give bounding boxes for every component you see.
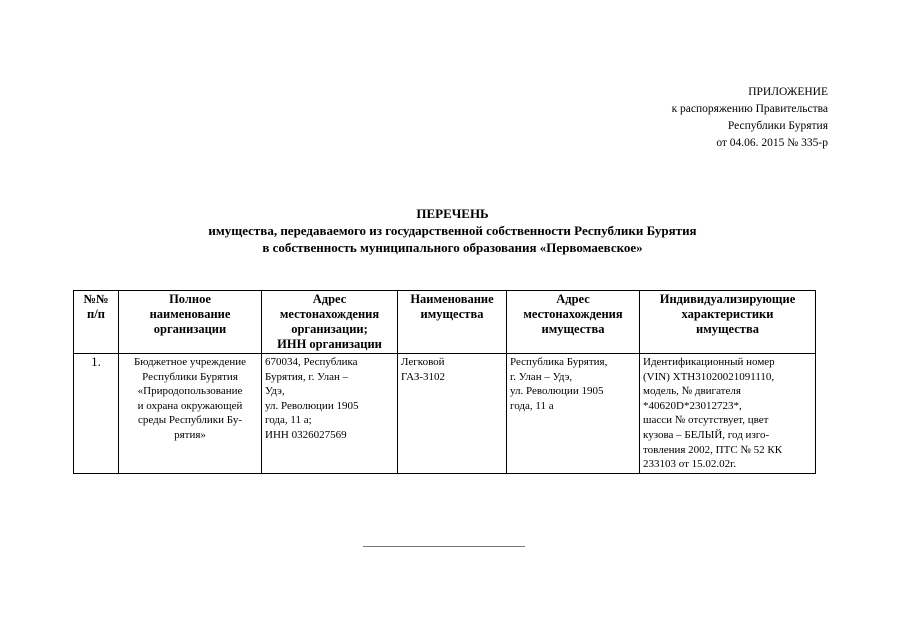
row-org-name: Бюджетное учреждение Республики Бурятия «Природопользование и охрана окружающей среды Республики Бу- рятия» bbox=[119, 354, 262, 474]
heading-title: ПЕРЕЧЕНЬ bbox=[416, 206, 489, 221]
appendix-line-2: Республики Бурятия bbox=[727, 120, 828, 132]
heading-line-1: имущества, передаваемого из государственной собственности Республики Бурятия bbox=[208, 223, 697, 238]
table-header-row bbox=[74, 291, 816, 354]
heading-line-2: в собственность муниципального образования «Первомаевское» bbox=[262, 240, 643, 255]
row-property-name: Легковой ГАЗ-3102 bbox=[398, 354, 507, 474]
row-org-address: 670034, Республика Бурятия, г. Улан – Удэ, ул. Революции 1905 года, 11 а; ИНН 0326027569 bbox=[262, 354, 398, 474]
header-org-name: Полное наименование организации bbox=[119, 291, 262, 354]
table-row bbox=[74, 354, 816, 474]
row-property-address: Республика Бурятия, г. Улан – Удэ, ул. Революции 1905 года, 11 а bbox=[507, 354, 640, 474]
property-table bbox=[73, 290, 816, 474]
header-org-address: Адрес местонахождения организации; ИНН организации bbox=[262, 291, 398, 354]
appendix-block bbox=[672, 84, 828, 152]
row-number: 1. bbox=[74, 354, 119, 474]
header-property-name: Наименование имущества bbox=[398, 291, 507, 354]
header-characteristics: Индивидуализирующие характеристики имущества bbox=[640, 291, 816, 354]
footer-divider bbox=[363, 546, 525, 547]
appendix-title: ПРИЛОЖЕНИЕ bbox=[748, 86, 828, 98]
row-characteristics: Идентификационный номер (VIN) ХТН31020021091110, модель, № двигателя *40620D*23012723*, шасси № отсутствует, цвет кузова – БЕЛЫЙ, год изго- товления 2002, ПТС № 52 КК 233103 от 15.02.02г. bbox=[640, 354, 816, 474]
appendix-line-3: от 04.06. 2015 № 335-р bbox=[716, 137, 828, 149]
header-property-address: Адрес местонахождения имущества bbox=[507, 291, 640, 354]
document-heading bbox=[0, 205, 905, 256]
appendix-line-1: к распоряжению Правительства bbox=[671, 103, 828, 115]
header-number: №№ п/п bbox=[74, 291, 119, 354]
